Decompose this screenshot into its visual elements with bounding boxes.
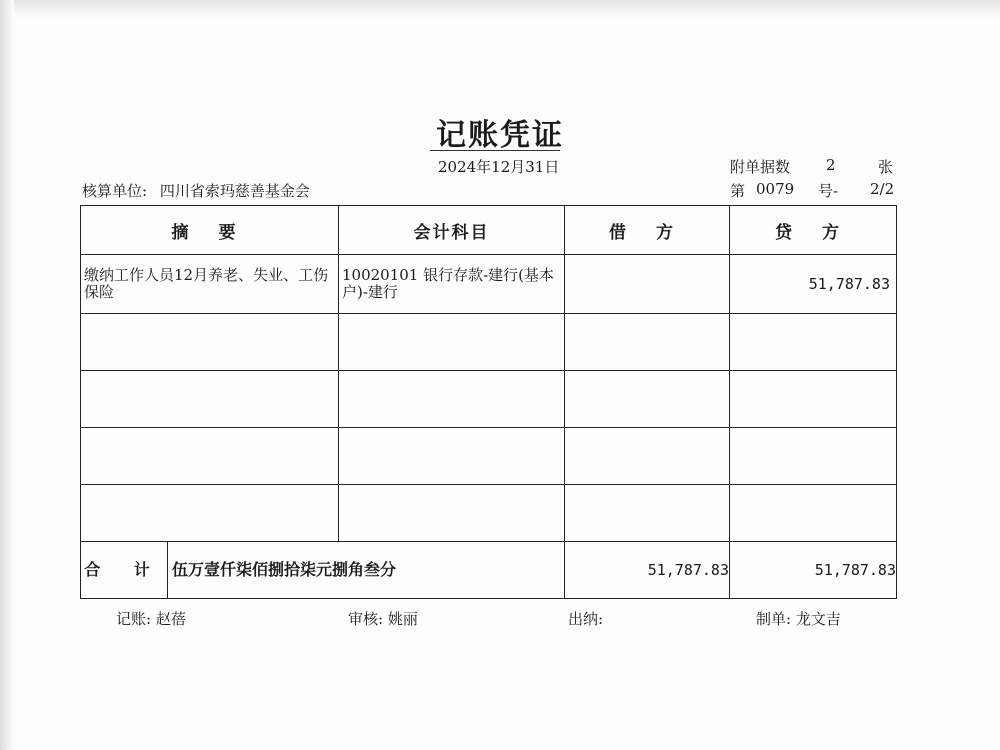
total-credit: 51,787.83 xyxy=(730,542,897,599)
table-row xyxy=(81,314,897,371)
row-account xyxy=(339,371,565,428)
header-credit: 贷 方 xyxy=(730,206,897,255)
row-summary xyxy=(81,485,339,542)
voucher-title: 记账凭证 xyxy=(436,118,564,153)
header-summary: 摘 要 xyxy=(81,206,339,255)
row-credit: 51,787.83 xyxy=(730,255,897,314)
row-credit xyxy=(730,485,897,542)
row-account xyxy=(339,314,565,371)
sign-maker xyxy=(756,608,841,629)
row-account xyxy=(339,428,565,485)
row-credit xyxy=(730,428,897,485)
row-debit xyxy=(565,255,730,314)
accounting-unit-name: 四川省索玛慈善基金会 xyxy=(159,182,310,200)
total-row xyxy=(81,542,897,599)
sign-reviewer xyxy=(348,608,418,629)
row-summary xyxy=(81,428,339,485)
row-summary xyxy=(81,371,339,428)
row-summary xyxy=(81,314,339,371)
reviewer-label: 审核: xyxy=(348,610,384,628)
table-row xyxy=(81,371,897,428)
reviewer-name: 姚丽 xyxy=(387,610,418,628)
table-row xyxy=(81,255,897,314)
header-account: 会计科目 xyxy=(339,206,565,255)
sign-cashier xyxy=(568,608,603,629)
attachments-label: 附单据数 xyxy=(730,158,791,176)
title-underline xyxy=(430,150,560,151)
header-debit: 借 方 xyxy=(565,206,730,255)
maker-label: 制单: xyxy=(756,610,792,628)
accounting-unit-label: 核算单位: xyxy=(82,182,148,200)
row-credit xyxy=(730,314,897,371)
voucher-date: 2024年12月31日 xyxy=(438,158,560,176)
sign-bookkeeper xyxy=(116,608,186,629)
cashier-label: 出纳: xyxy=(568,610,604,628)
voucher-number-suffix: 号- xyxy=(818,182,839,200)
row-debit xyxy=(565,485,730,542)
table-row xyxy=(81,485,897,542)
voucher-table xyxy=(80,205,897,599)
row-account: 10020101 银行存款-建行(基本户)-建行 xyxy=(339,255,565,314)
row-debit xyxy=(565,371,730,428)
row-debit xyxy=(565,314,730,371)
total-cell xyxy=(81,542,565,599)
row-debit xyxy=(565,428,730,485)
accounting-unit xyxy=(82,180,310,201)
total-label: 合 计 xyxy=(81,542,168,598)
row-account xyxy=(339,485,565,542)
attachments-unit: 张 xyxy=(878,158,894,176)
total-debit: 51,787.83 xyxy=(565,542,730,599)
row-summary: 缴纳工作人员12月养老、失业、工伤保险 xyxy=(81,255,339,314)
bookkeeper-label: 记账: xyxy=(116,610,152,628)
attachments-count: 2 xyxy=(826,156,836,174)
scan-edge-top xyxy=(0,0,1000,18)
voucher-page: 2/2 xyxy=(870,180,895,198)
voucher-number-prefix: 第 xyxy=(730,182,746,200)
row-credit xyxy=(730,371,897,428)
total-amount-words: 伍万壹仟柒佰捌拾柒元捌角叁分 xyxy=(172,560,397,579)
maker-name: 龙文吉 xyxy=(795,610,841,628)
bookkeeper-name: 赵蓓 xyxy=(155,610,186,628)
voucher-number-value: 0079 xyxy=(756,180,795,198)
table-row xyxy=(81,428,897,485)
